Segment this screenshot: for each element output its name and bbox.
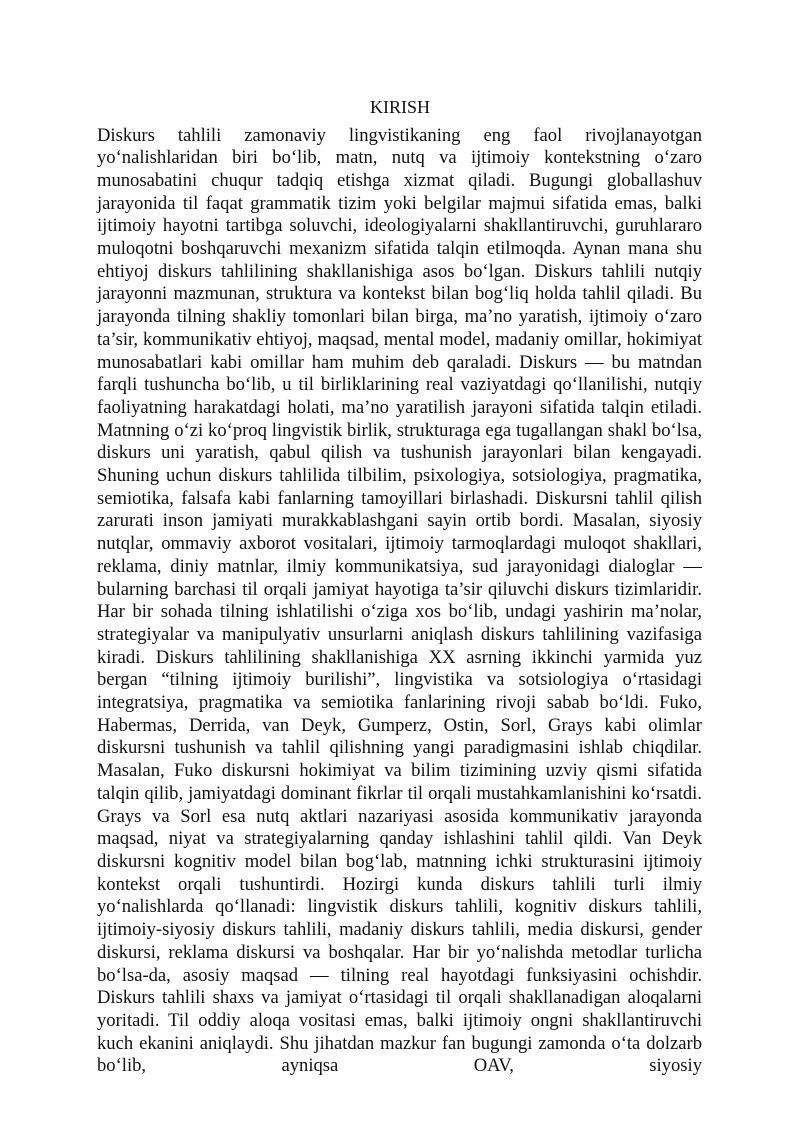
body-paragraph: Diskurs tahlili zamonaviy lingvistikaning eng faol rivojlanayotgan yo‘nalishlaridan biri bo‘lib, matn, nutq va ijtimoiy kontekstning o‘zaro munosabatini chuqur tadqiq etishga xizmat qiladi. Bugungi globallashuv jarayonida til faqat grammatik tizim yoki belgilar majmui sifatida emas, balki ijtimoiy hayotni tartibga soluvchi, ideologiyalarni shakllantiruvchi, guruhlararo muloqotni boshqaruvchi mexanizm sifatida talqin etilmoqda. Aynan mana shu ehtiyoj diskurs tahlilining shakllanishiga asos bo‘lgan. Diskurs tahlili nutqiy jarayonni mazmunan, struktura va kontekst bilan bog‘liq holda tahlil qiladi. Bu jarayonda tilning shakliy tomonlari bilan birga, ma’no yaratish, ijtimoiy o‘zaro ta’sir, kommunikativ ehtiyoj, maqsad, mental model, madaniy omillar, hokimiyat munosabatlari kabi omillar ham muhim deb qaraladi. Diskurs — bu matndan farqli tushuncha bo‘lib, u til birliklarining real vaziyatdagi qo‘llanilishi, nutqiy faoliyatning harakatdagi holati, ma’no yaratilish jarayoni sifatida talqin etiladi. Matnning o‘zi ko‘proq lingvistik birlik, strukturaga ega tugallangan shakl bo‘lsa, diskurs uni yaratish, qabul qilish va tushunish jarayonlari bilan kengayadi. Shuning uchun diskurs tahlilida tilbilim, psixologiya, sotsiologiya, pragmatika, semiotika, falsafa kabi fanlarning tamoyillari birlashadi. Diskursni tahlil qilish zarurati inson jamiyati murakkablashgani sayin ortib bordi. Masalan, siyosiy nutqlar, ommaviy axborot vositalari, ijtimoiy tarmoqlardagi muloqot shakllari, reklama, diniy matnlar, ilmiy kommunikatsiya, sud jarayonidagi dialoglar — bularning barchasi til orqali jamiyat hayotiga ta’sir qiluvchi diskurs tizimlaridir. Har bir sohada tilning ishlatilishi o‘ziga xos bo‘lib, undagi yashirin ma’nolar, strategiyalar va manipulyativ unsurlarni aniqlash diskurs tahlilining vazifasiga kiradi. Diskurs tahlilining shakllanishiga XX asrning ikkinchi yarmida yuz bergan “tilning ijtimoiy burilishi”, lingvistika va sotsiologiya o‘rtasidagi integratsiya, pragmatika va semiotika fanlarining rivoji sabab bo‘ldi. Fuko, Habermas, Derrida, van Deyk, Gumperz, Ostin, Sorl, Grays kabi olimlar diskursni tushunish va tahlil qilishning yangi paradigmasini ishlab chiqdilar. Masalan, Fuko diskursni hokimiyat va bilim tizimining uzviy qismi sifatida talqin qilib, jamiyatdagi dominant fikrlar til orqali mustahkamlanishini ko‘rsatdi. Grays va Sorl esa nutq aktlari nazariyasi asosida kommunikativ jarayonda maqsad, niyat va strategiyalarning qanday ishlashini tahlil qildi. Van Deyk diskursni kognitiv model bilan bog‘lab, matnning ichki strukturasini ijtimoiy kontekst orqali tushuntirdi. Hozirgi kunda diskurs tahlili turli ilmiy yo‘nalishlarda qo‘llanadi: lingvistik diskurs tahlili, kognitiv diskurs tahlili, ijtimoiy-siyosiy diskurs tahlili, madaniy diskurs tahlili, media diskursi, gender diskursi, reklama diskursi va boshqalar. Har bir yo‘nalishda metodlar turlicha bo‘lsa-da, asosiy maqsad — tilning real hayotdagi funksiyasini ochishdir. Diskurs tahlili shaxs va jamiyat o‘rtasidagi til orqali shakllanadigan aloqalarni yoritadi. Til oddiy aloqa vositasi emas, balki ijtimoiy ongni shakllantiruvchi kuch ekanini aniqlaydi. Shu jihatdan mazkur fan bugungi zamonda o‘ta dolzarb bo‘lib, ayniqsa OAV, siyosiy <box>97 124 702 1077</box>
page-title: KIRISH <box>369 97 430 117</box>
